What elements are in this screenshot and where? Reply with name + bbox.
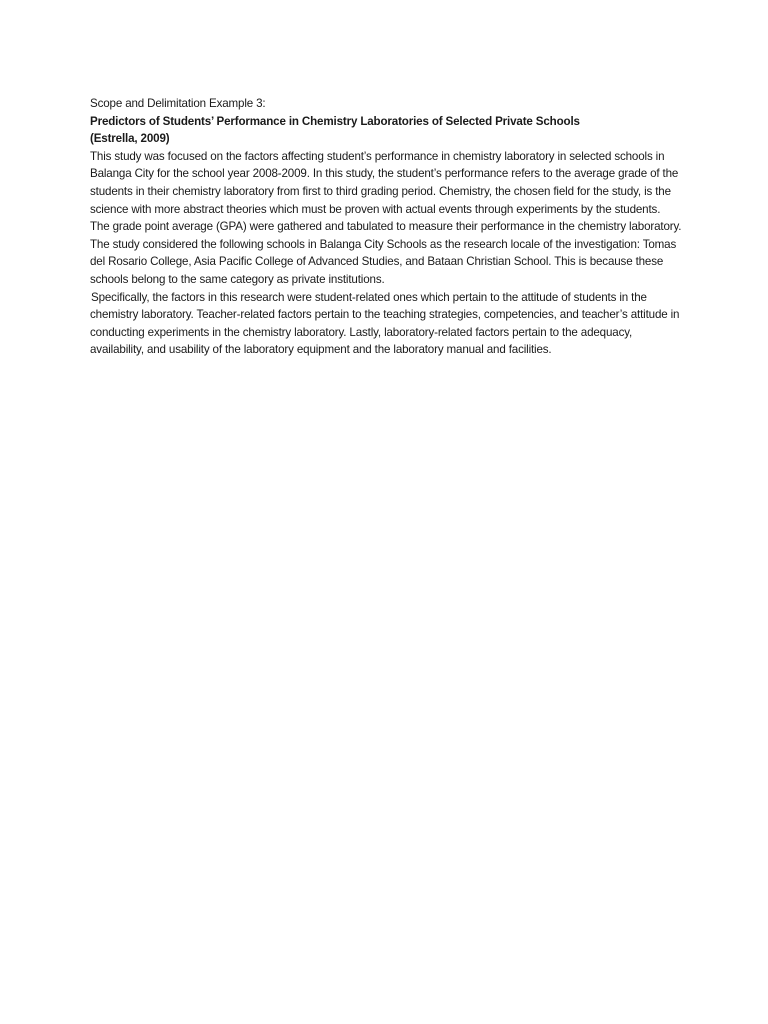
paragraph-1: This study was focused on the factors affecting student’s performance in chemistry laboratory in selected schools in Balanga City for the school year 2008-2009. In this study, the student’s performance refers to the average grade of the students in their chemistry laboratory from first to third grading period. Chemistry, the chosen field for the study, is the science with more abstract theories which must be proven with actual events through experiments by the students.	[90, 149, 679, 216]
paragraph-3: Specifically, the factors in this research were student-related ones which pertain to the attitude of students in the chemistry laboratory. Teacher-related factors pertain to the teaching strategies, competencies, and teacher’s attitude in conducting experiments in the chemistry laboratory. Lastly, laboratory-related factors pertain to the adequacy, availability, and usability of the laboratory equipment and the laboratory manual and facilities.	[90, 290, 680, 357]
paragraph-2: The grade point average (GPA) were gathered and tabulated to measure their performance in the chemistry laboratory. The study considered the following schools in Balanga City Schools as the research locale of the investigation: Tomas del Rosario College, Asia Pacific College of Advanced Studies, and Bataan Christian School. This is because these schools belong to the same category as private institutions.	[90, 220, 682, 286]
document-body	[90, 95, 682, 359]
study-citation: (Estrella, 2009)	[90, 132, 170, 146]
example-heading: Scope and Delimitation Example 3:	[90, 97, 266, 110]
study-title: Predictors of Students’ Performance in Chemistry Laboratories of Selected Private Schools	[90, 114, 580, 128]
